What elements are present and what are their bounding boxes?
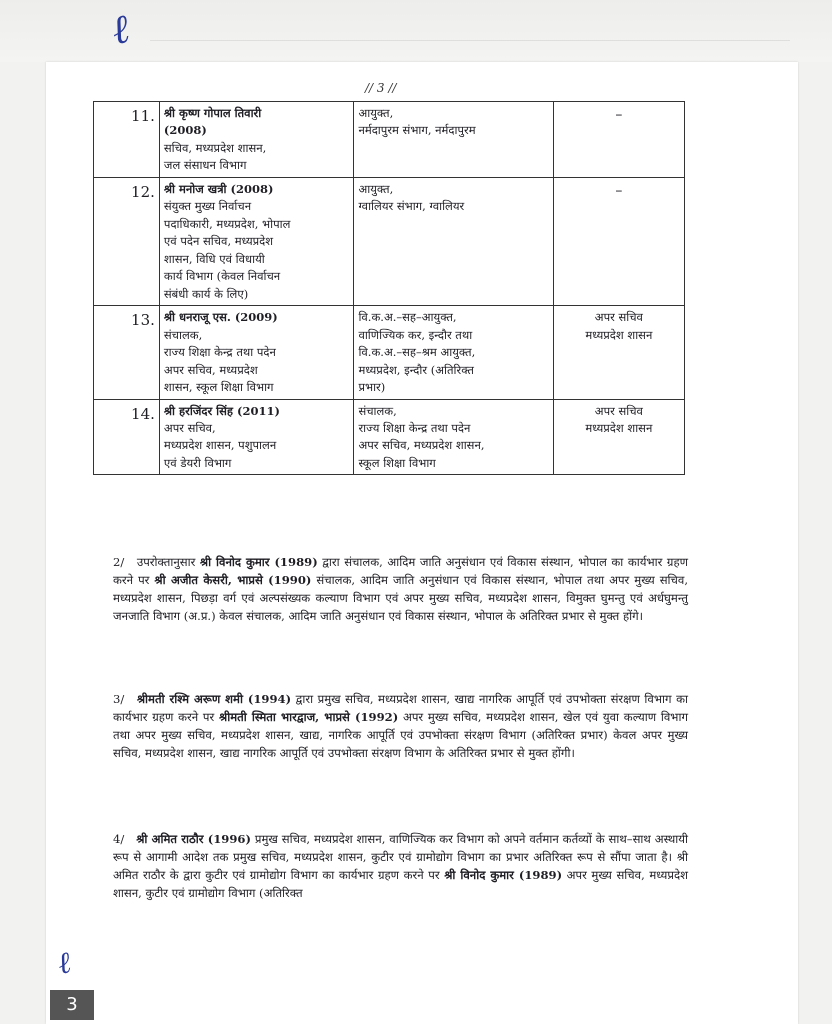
current-post-line: मध्यप्रदेश शासन, पशुपालन <box>163 438 277 453</box>
paragraph-text: उपरोक्तानुसार <box>136 555 196 569</box>
current-post-line: शासन, विधि एवं विधायी <box>163 251 265 266</box>
table-row <box>94 399 685 475</box>
officer-name: श्री विनोद कुमार (1989) <box>444 868 563 883</box>
current-post-line: पदाधिकारी, मध्यप्रदेश, भोपाल <box>163 216 291 231</box>
table-row <box>94 177 685 305</box>
new-posting-line: ग्वालियर संभाग, ग्वालियर <box>358 199 465 214</box>
table-row <box>94 306 685 399</box>
current-post-line: शासन, स्कूल शिक्षा विभाग <box>163 380 274 395</box>
paragraph-text: द्वारा प्रमुख सचिव, मध्यप्रदेश शासन, खाद्य नागरिक आपूर्ति एवं उपभोक्ता संरक्षण विभाग का कार्यभार ग्रहण करने पर <box>113 692 688 725</box>
additional-charge: – <box>615 107 623 123</box>
serial-cell <box>94 177 160 305</box>
paragraph-text: द्वारा संचालक, आदिम जाति अनुसंधान एवं विकास संस्थान, भोपाल का कार्यभार ग्रहण करने पर <box>113 555 688 588</box>
new-posting-line: आयुक्त, <box>358 106 394 120</box>
paragraph-text: अपर मुख्य सचिव, मध्यप्रदेश शासन, कुटीर एवं ग्रामोद्योग विभाग (अतिरिक्त <box>113 868 689 901</box>
officer-cell <box>159 177 354 305</box>
serial-number: 13. <box>131 311 155 330</box>
officer-name: श्री अजीत केसरी, भाप्रसे (1990) <box>154 573 312 588</box>
handwritten-initial-bottom: ℓ <box>54 945 75 982</box>
new-posting-line: आयुक्त, <box>358 181 394 196</box>
current-post-line: संचालक, <box>163 327 203 342</box>
additional-charge-cell <box>553 399 684 475</box>
officer-name: श्री कृष्ण गोपाल तिवारी <box>163 106 262 120</box>
new-posting-cell <box>354 306 553 399</box>
page-badge: 3 <box>50 990 94 1020</box>
officer-cell <box>159 399 354 475</box>
current-post-line: कार्य विभाग (केवल निर्वाचन <box>163 269 281 284</box>
paragraph-4 <box>113 830 688 902</box>
new-posting-line: वि.क.अ.–सह–आयुक्त, <box>358 310 457 325</box>
new-posting-line: संचालक, <box>358 403 397 418</box>
officer-name: श्री अमित राठौर (1996) <box>136 832 251 846</box>
officer-name: श्रीमती स्मिता भारद्वाज, भाप्रसे (1992) <box>219 710 399 725</box>
officer-cell <box>159 102 354 178</box>
paragraph-3 <box>113 690 688 762</box>
officer-name: श्री मनोज खत्री (2008) <box>163 181 274 196</box>
new-posting-line: राज्य शिक्षा केन्द्र तथा पदेन <box>358 420 471 435</box>
paragraph-text: प्रमुख सचिव, मध्यप्रदेश शासन, वाणिज्यिक कर विभाग को अपने वर्तमान कर्तव्यों के साथ–साथ अस्थायी रूप से आगामी आदेश तक प्रमुख सचिव, मध्यप्रदेश शासन, कुटीर एवं ग्रामोद्योग विभाग का प्रभार अतिरिक्त रूप से सौंपा जाता है। श्री अमित राठौर के द्वारा कुटीर एवं ग्रामोद्योग विभाग का कार्यभार ग्रहण करने पर <box>113 832 689 883</box>
officer-batch: (2008) <box>163 123 207 138</box>
current-post-line: अपर सचिव, मध्यप्रदेश <box>163 362 258 377</box>
new-posting-cell <box>354 177 553 305</box>
additional-charge-cell <box>553 102 684 178</box>
officer-name: श्री विनोद कुमार (1989) <box>199 555 318 569</box>
additional-charge: – <box>615 182 623 199</box>
new-posting-line: वाणिज्यिक कर, इन्दौर तथा <box>358 327 473 342</box>
current-post-line: जल संसाधन विभाग <box>163 158 247 173</box>
paragraph-text: संचालक, आदिम जाति अनुसंधान एवं विकास संस्थान, भोपाल तथा अपर मुख्य सचिव, मध्यप्रदेश शासन, पिछड़ा वर्ग एवं अल्पसंख्यक कल्याण विभाग एवं अपर मुख्य सचिव, मध्यप्रदेश शासन, विमुक्त घुमन्तु एवं अर्धघुमन्तु जनजाति विभाग (अ.प्र.) केवल संचालक, आदिम जाति अनुसंधान एवं विकास संस्थान, भोपाल के अतिरिक्त प्रभार से मुक्त होंगे। <box>113 573 689 624</box>
officer-name: श्री धनराजू एस. (2009) <box>163 310 278 325</box>
table-row <box>94 102 685 178</box>
serial-cell <box>94 102 160 178</box>
current-post-line: संयुक्त मुख्य निर्वाचन <box>163 199 252 214</box>
serial-number: 12. <box>131 182 155 201</box>
handwritten-initial-top: ℓ <box>107 5 134 55</box>
officer-name: श्री हरजिंदर सिंह (2011) <box>163 403 280 418</box>
paragraph-number: 3/ <box>113 692 125 706</box>
serial-cell <box>94 306 160 399</box>
additional-charge-cell <box>553 306 684 399</box>
new-posting-line: स्कूल शिक्षा विभाग <box>358 455 436 470</box>
additional-charge-cell <box>553 177 684 305</box>
current-post-line: सचिव, मध्यप्रदेश शासन, <box>163 140 267 155</box>
new-posting-line: नर्मदापुरम संभाग, नर्मदापुरम <box>358 123 476 138</box>
new-posting-line: प्रभार) <box>358 380 386 395</box>
paragraph-number: 4/ <box>113 832 125 846</box>
paragraph-2 <box>113 553 688 625</box>
current-post-line: संबंधी कार्य के लिए) <box>163 286 249 301</box>
officer-name: श्रीमती रश्मि अरूण शमी (1994) <box>136 692 292 706</box>
additional-charge: अपर सचिव मध्यप्रदेश शासन <box>585 403 653 435</box>
current-post-line: राज्य शिक्षा केन्द्र तथा पदेन <box>163 345 276 360</box>
new-posting-cell <box>354 102 553 178</box>
current-post-line: अपर सचिव, <box>163 420 216 435</box>
current-post-line: एवं डेयरी विभाग <box>163 455 232 470</box>
new-posting-cell <box>354 399 553 475</box>
serial-number: 14. <box>131 404 155 423</box>
serial-cell <box>94 399 160 475</box>
current-post-line: एवं पदेन सचिव, मध्यप्रदेश <box>163 234 274 249</box>
serial-number: 11. <box>131 107 155 125</box>
new-posting-line: वि.क.अ.–सह–श्रम आयुक्त, <box>358 345 476 360</box>
new-posting-line: अपर सचिव, मध्यप्रदेश शासन, <box>358 438 485 453</box>
page-number-marker: // 3 // <box>365 81 397 95</box>
paragraph-text: अपर मुख्य सचिव, मध्यप्रदेश शासन, खेल एवं युवा कल्याण विभाग तथा अपर मुख्य सचिव, मध्यप्रदेश शासन, खाद्य, नागरिक आपूर्ति एवं उपभोक्ता संरक्षण विभाग (अतिरिक्त प्रभार) केवल अपर मुख्य सचिव, मध्यप्रदेश शासन, खाद्य नागरिक आपूर्ति एवं उपभोक्ता संरक्षण विभाग के अतिरिक्त प्रभार से मुक्त होंगी। <box>113 710 688 761</box>
officer-cell <box>159 306 354 399</box>
new-posting-line: मध्यप्रदेश, इन्दौर (अतिरिक्त <box>358 362 474 377</box>
additional-charge: अपर सचिव मध्यप्रदेश शासन <box>585 310 653 342</box>
paragraph-number: 2/ <box>113 555 125 569</box>
transfer-table <box>93 101 685 475</box>
bleed-through-line <box>150 40 790 41</box>
